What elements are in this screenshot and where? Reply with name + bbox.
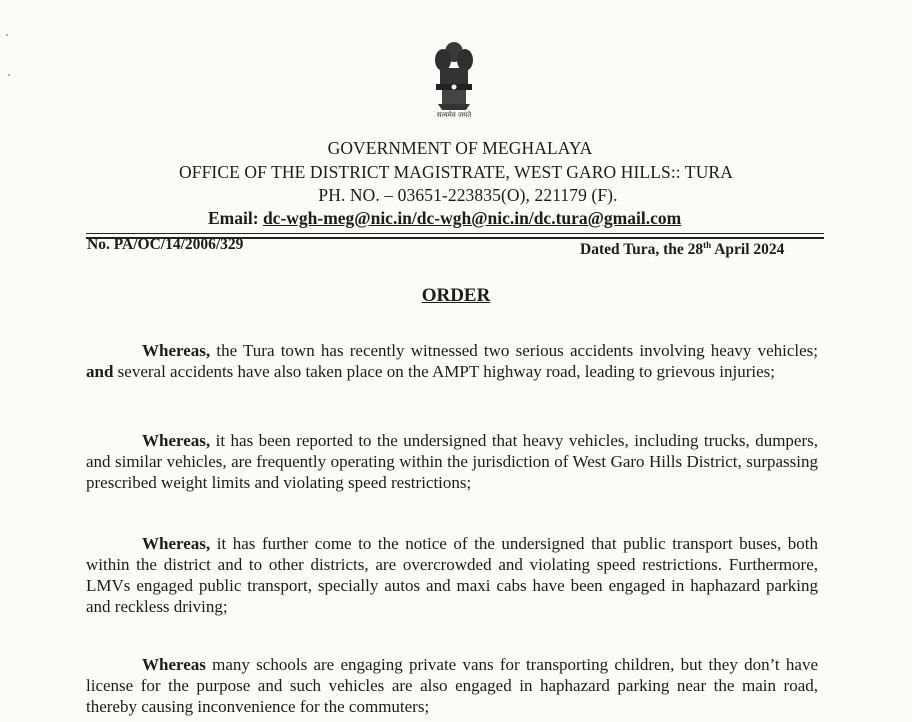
header-rule-thin bbox=[86, 233, 824, 234]
whereas-paragraph bbox=[86, 654, 818, 717]
whereas-paragraph bbox=[86, 340, 818, 382]
bold-conjunction: and bbox=[86, 362, 114, 381]
dated-line bbox=[580, 240, 784, 259]
whereas-paragraph bbox=[86, 430, 818, 493]
paragraph-text: many schools are engaging private vans for transporting children, but they don’t have license for the purpose and such vehicles are also engaged in haphazard parking near the main road, thereby causing inconvenience for the commuters; bbox=[86, 655, 818, 716]
government-name: GOVERNMENT OF MEGHALAYA bbox=[327, 138, 593, 158]
dated-prefix: Dated Tura, the 28 bbox=[580, 241, 704, 259]
whereas-lead: Whereas, bbox=[142, 341, 211, 360]
dated-ordinal-suffix: th bbox=[703, 240, 712, 250]
scan-speck bbox=[6, 34, 8, 36]
dated-rest: April 2024 bbox=[711, 241, 785, 259]
paragraph-text: it has been reported to the undersigned that heavy vehicles, including trucks, dumpers, and similar vehicles, are frequently operating within the jurisdiction of West Garo Hills District, surpassing prescribed weight limits and violating speed restrictions; bbox=[86, 431, 818, 492]
paragraph-text: the Tura town has recently witnessed two serious accidents involving heavy vehicles; bbox=[210, 341, 818, 360]
emblem-motto: सत्यमेव जयते bbox=[436, 111, 472, 119]
scan-speck bbox=[8, 74, 10, 76]
email-line bbox=[208, 208, 681, 229]
email-label: Email: bbox=[208, 208, 259, 228]
whereas-lead: Whereas, bbox=[142, 534, 211, 553]
reference-number: No. PA/OC/14/2006/329 bbox=[87, 236, 244, 253]
office-name: OFFICE OF THE DISTRICT MAGISTRATE, WEST GARO HILLS:: TURA bbox=[179, 162, 733, 182]
order-title: ORDER bbox=[421, 285, 491, 306]
email-addresses[interactable]: dc-wgh-meg@nic.in/dc-wgh@nic.in/dc.tura@gmail.com bbox=[262, 208, 682, 228]
paragraph-text: it has further come to the notice of the undersigned that public transport buses, both within the district and to other districts, are overcrowded and violating speed restrictions. Furthermore, LMVs engaged public transport, specially autos and maxi cabs have been engaged in haphazard parking and reckless driving; bbox=[86, 534, 818, 616]
whereas-lead: Whereas, bbox=[142, 431, 211, 450]
paragraph-text: several accidents have also taken place on the AMPT highway road, leading to grievous injuries; bbox=[113, 362, 775, 381]
whereas-paragraph bbox=[86, 533, 818, 617]
whereas-lead: Whereas bbox=[142, 655, 206, 674]
phone-numbers: PH. NO. – 03651-223835(O), 221179 (F). bbox=[318, 185, 618, 205]
